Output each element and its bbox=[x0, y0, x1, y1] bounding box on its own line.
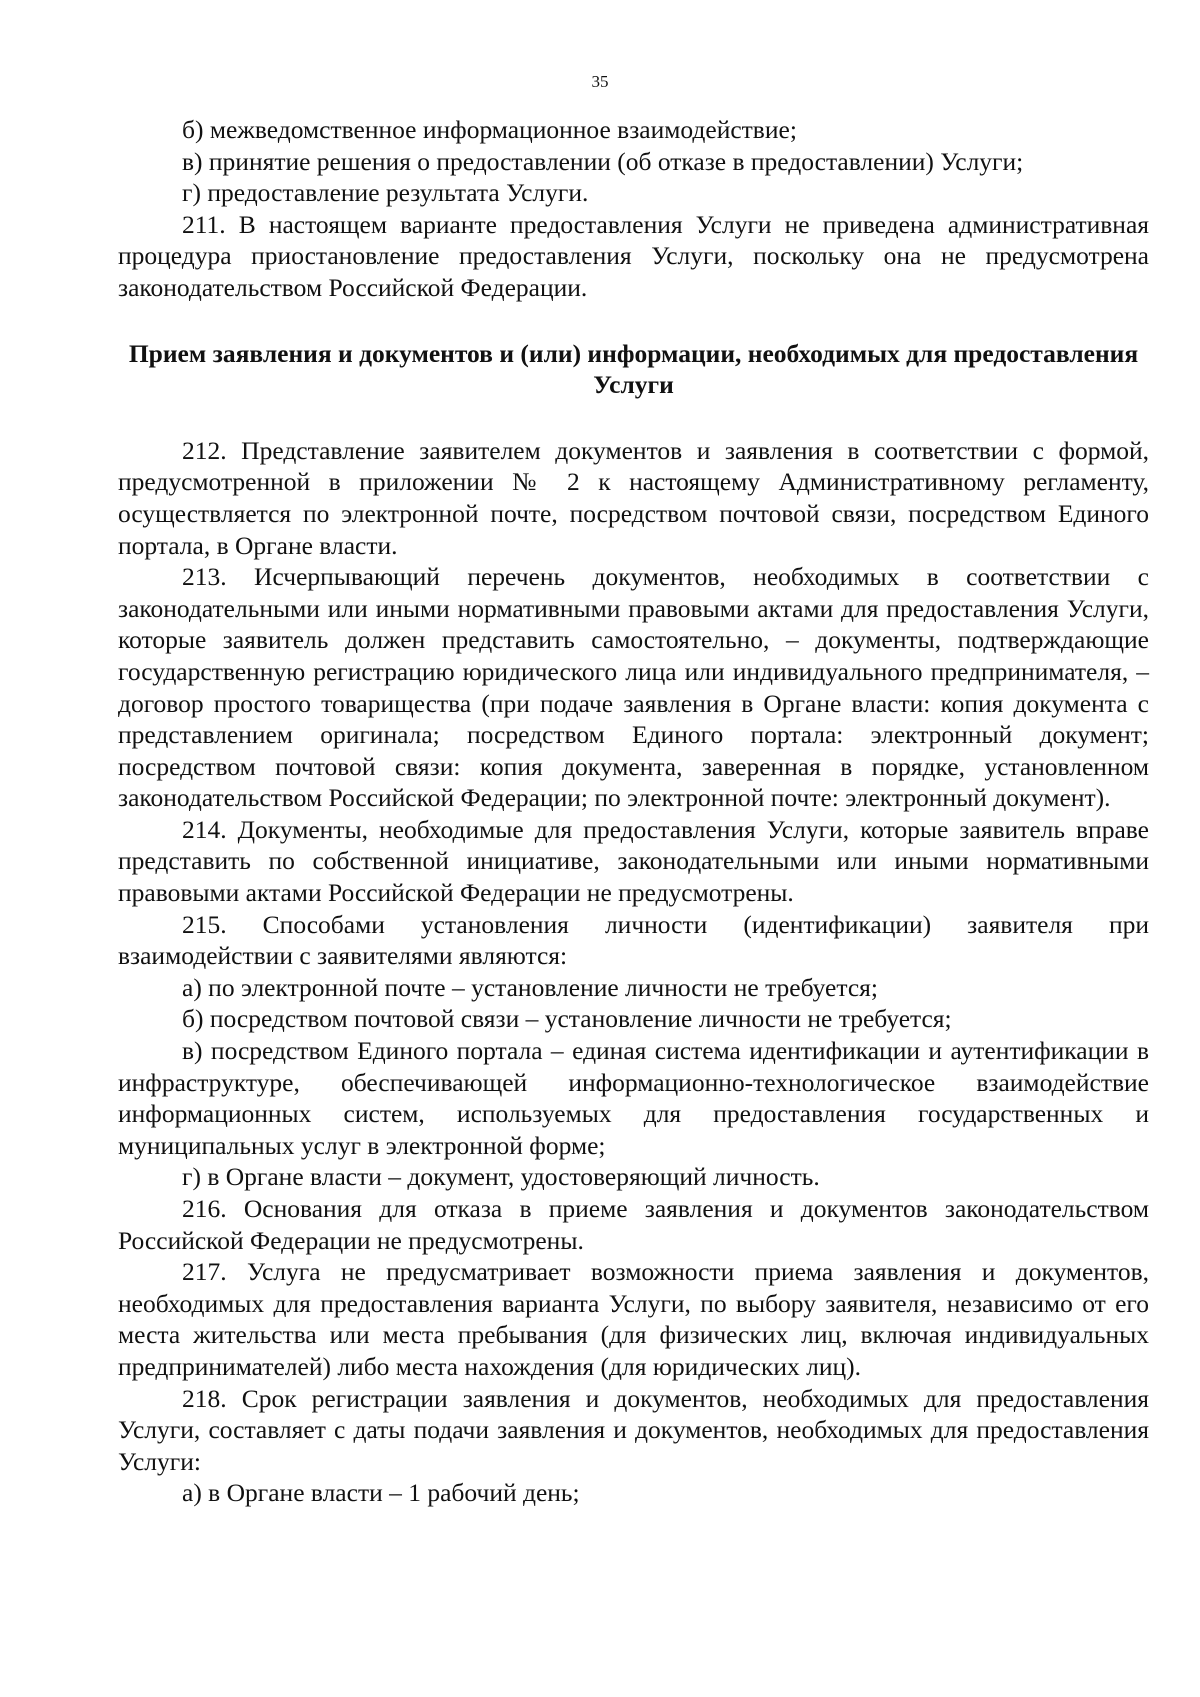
paragraph-216: 216. Основания для отказа в приеме заявления и документов законодательством Российской Федерации не предусмотрены. bbox=[118, 1194, 1149, 1255]
paragraph-item-g-result: г) предоставление результата Услуги. bbox=[182, 178, 589, 208]
paragraph-item-v-decision: в) принятие решения о предоставлении (об отказе в предоставлении) Услуги; bbox=[182, 146, 1024, 176]
section-heading: Прием заявления и документов и (или) информации, необходимых для предоставления Услуги bbox=[128, 338, 1139, 400]
paragraph-215-b: б) посредством почтовой связи – установление личности не требуется; bbox=[182, 1004, 952, 1034]
paragraph-215-g: г) в Органе власти – документ, удостоверяющий личность. bbox=[182, 1162, 820, 1192]
paragraph-212: 212. Представление заявителем документов и заявления в соответствии с формой, предусмотренной в приложении № 2 к настоящему Административному регламенту, осуществляется по электронной почте, посредством почтовой связи, посредством Единого портала, в Органе власти. bbox=[118, 435, 1149, 560]
document-body bbox=[118, 114, 1149, 1509]
paragraph-218: 218. Срок регистрации заявления и документов, необходимых для предоставления Услуги, составляет с даты подачи заявления и документов, необходимых для предоставления Услуги: bbox=[118, 1383, 1149, 1476]
paragraph-215: 215. Способами установления личности (идентификации) заявителя при взаимодействии с заявителями являются: bbox=[118, 909, 1149, 971]
paragraph-211: 211. В настоящем варианте предоставления Услуги не приведена административная процедура приостановление предоставления Услуги, поскольку она не предусмотрена законодательством Российской Федерации. bbox=[118, 209, 1149, 302]
page-number: 35 bbox=[591, 72, 609, 91]
paragraph-item-b-interagency: б) межведомственное информационное взаимодействие; bbox=[182, 115, 797, 144]
paragraph-215-v: в) посредством Единого портала – единая система идентификации и аутентификации в инфраструктуре, обеспечивающей информационно-технологическое взаимодействие информационных систем, используемых для предоставления государственных и муниципальных услуг в электронной форме; bbox=[118, 1036, 1149, 1160]
paragraph-214: 214. Документы, необходимые для предоставления Услуги, которые заявитель вправе представить по собственной инициативе, законодательными или иными нормативными правовыми актами Российской Федерации не предусмотрены. bbox=[118, 814, 1149, 908]
paragraph-215-a: а) по электронной почте – установление личности не требуется; bbox=[182, 972, 878, 1002]
paragraph-213: 213. Исчерпывающий перечень документов, необходимых в соответствии с законодательными или иными нормативными правовыми актами для предоставления Услуги, которые заявитель должен представить самостоятельно, – документы, подтверждающие государственную регистрацию юридического лица или индивидуального предпринимателя, – договор простого товарищества (при подаче заявления в Органе власти: копия документа с представлением оригинала; посредством Единого портала: электронный документ; посредством почтовой связи: копия документа, заверенная в порядке, установленном законодательством Российской Федерации; по электронной почте: электронный документ). bbox=[118, 562, 1149, 813]
paragraph-218-a: а) в Органе власти – 1 рабочий день; bbox=[182, 1478, 580, 1508]
paragraph-217: 217. Услуга не предусматривает возможности приема заявления и документов, необходимых для предоставления варианта Услуги, по выбору заявителя, независимо от его места жительства или места пребывания (для физических лиц, включая индивидуальных предпринимателей) либо места нахождения (для юридических лиц). bbox=[118, 1257, 1149, 1381]
